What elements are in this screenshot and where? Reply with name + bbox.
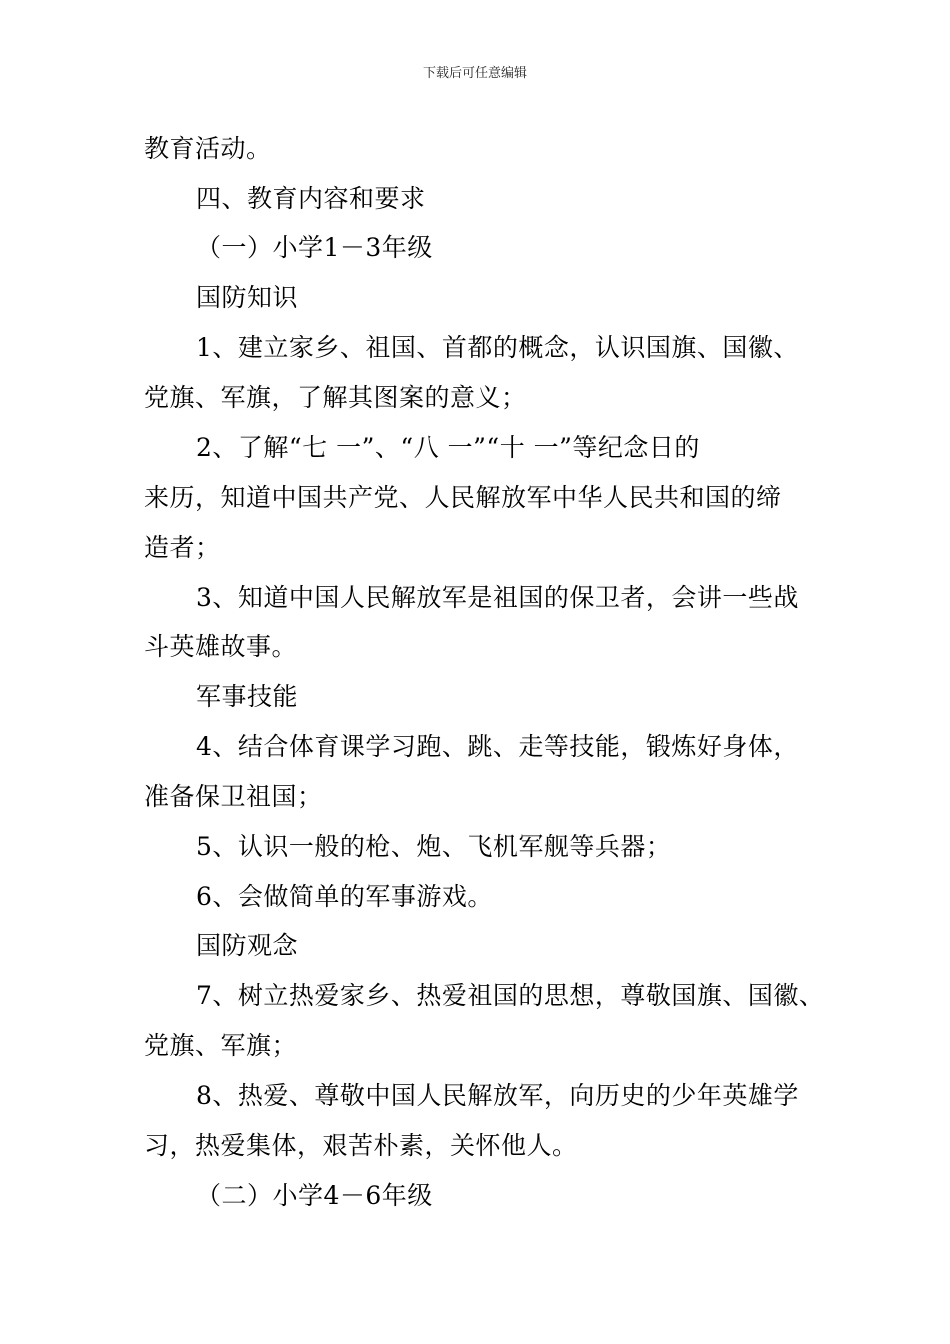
list-item-4-line-2: 准备保卫祖国； [144,782,323,811]
page-header: 下载后可任意编辑 [422,66,527,81]
subsection-heading: （一）小学1－3年级 [196,233,433,262]
section-heading: 四、教育内容和要求 [196,184,426,213]
list-item-3-line-2: 斗英雄故事。 [144,632,298,661]
list-item-2-line-2: 来历，知道中国共产党、人民解放军中华人民共和国的缔 [144,483,782,512]
list-item-5: 5、认识一般的枪、炮、飞机军舰等兵器； [196,832,672,861]
category-heading: 军事技能 [196,682,299,711]
subsection-heading: （二）小学4－6年级 [196,1181,433,1210]
list-item-7-line-1: 7、树立热爱家乡、热爱祖国的思想，尊敬国旗、国徽、 [196,981,825,1010]
list-item-8-line-1: 8、热爱、尊敬中国人民解放军，向历史的少年英雄学 [196,1081,799,1110]
category-heading: 国防知识 [196,283,299,312]
list-item-1-line-2: 党旗、军旗，了解其图案的意义； [144,383,527,412]
list-item-2-line-3: 造者； [144,533,221,562]
list-item-3-line-1: 3、知道中国人民解放军是祖国的保卫者，会讲一些战 [196,583,799,612]
list-item-4-line-1: 4、结合体育课学习跑、跳、走等技能，锻炼好身体， [196,732,799,761]
list-item-7-line-2: 党旗、军旗； [144,1031,298,1060]
text-line: 教育活动。 [144,134,272,163]
list-item-2-line-1: 2、了解“七 一”、“八 一”“十 一”等纪念日的 [196,433,700,462]
list-item-8-line-2: 习，热爱集体，艰苦朴素，关怀他人。 [144,1131,578,1160]
list-item-1-line-1: 1、建立家乡、祖国、首都的概念，认识国旗、国徽、 [196,333,799,362]
list-item-6: 6、会做简单的军事游戏。 [196,882,493,911]
category-heading: 国防观念 [196,931,299,960]
